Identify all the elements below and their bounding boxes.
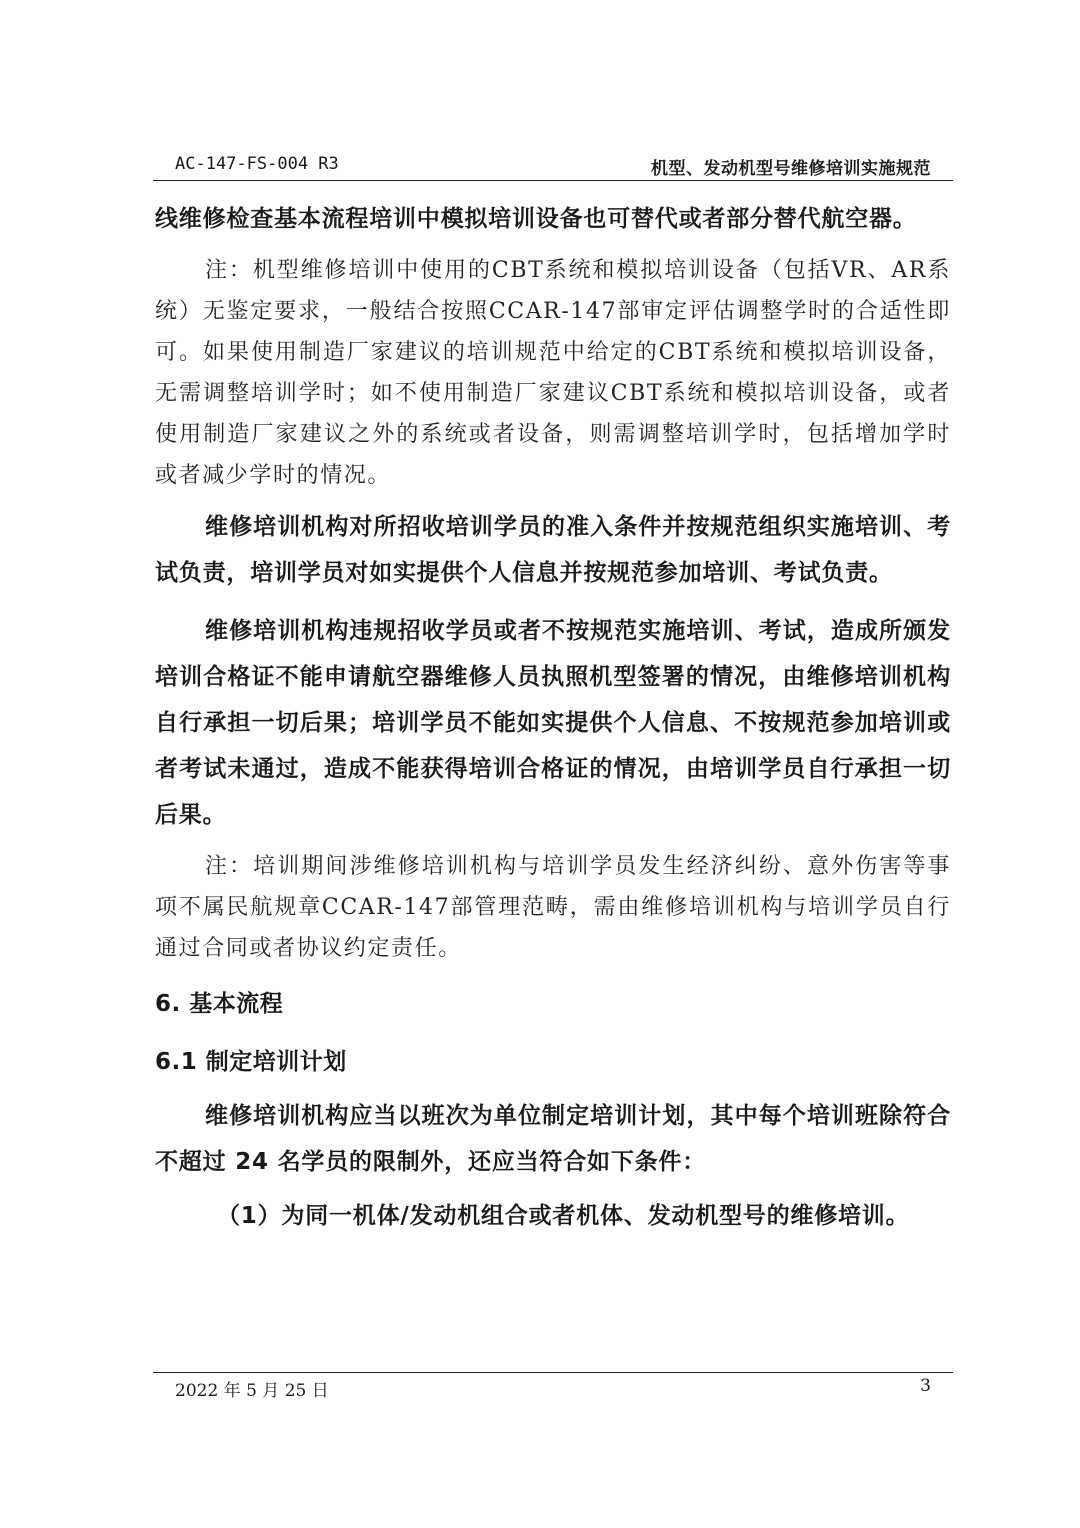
document-title: 机型、发动机型号维修培训实施规范 [651,159,931,179]
header-rule [153,180,953,181]
paragraph-continuation: 线维修检查基本流程培训中模拟培训设备也可替代或者部分替代航空器。 [155,206,917,232]
paragraph-training-plan: 维修培训机构应当以班次为单位制定培训计划，其中每个培训班除符合不超过 24 名学员的限制外，还应当符合如下条件： [155,1103,951,1175]
list-item-1: （1）为同一机体/发动机组合或者机体、发动机型号的维修培训。 [217,1203,910,1229]
section-heading-6: 6. 基本流程 [155,991,284,1017]
page-header [153,150,953,180]
footer-rule [153,1372,953,1373]
page-number: 3 [920,1376,931,1396]
paragraph-violation-consequences: 维修培训机构违规招收学员或者不按规范实施培训、考试，造成所颁发培训合格证不能申请航空器维修人员执照机型签署的情况，由维修培训机构自行承担一切后果；培训学员不能如实提供个人信息、不按规范参加培训或者考试未通过，造成不能获得培训合格证的情况，由培训学员自行承担一切后果。 [155,618,951,828]
page-content [155,196,951,1239]
section-heading-6-1: 6.1 制定培训计划 [155,1049,347,1075]
paragraph-admission-responsibility: 维修培训机构对所招收培训学员的准入条件并按规范组织实施培训、考试负责，培训学员对如实提供个人信息并按规范参加培训、考试负责。 [155,514,951,586]
note-disputes: 注：培训期间涉维修培训机构与培训学员发生经济纠纷、意外伤害等事项不属民航规章CCAR-147部管理范畴，需由维修培训机构与培训学员自行通过合同或者协议约定责任。 [155,854,951,961]
note-cbt-simulation: 注：机型维修培训中使用的CBT系统和模拟培训设备（包括VR、AR系统）无鉴定要求，一般结合按照CCAR-147部审定评估调整学时的合适性即可。如果使用制造厂家建议的培训规范中给定的CBT系统和模拟培训设备，无需调整培训学时；如不使用制造厂家建议CBT系统和模拟培训设备，或者使用制造厂家建议之外的系统或者设备，则需调整培训学时，包括增加学时或者减少学时的情况。 [155,258,951,488]
document-id: AC-147-FS-004 R3 [175,154,339,174]
footer-date: 2022 年 5 月 25 日 [175,1381,329,1401]
